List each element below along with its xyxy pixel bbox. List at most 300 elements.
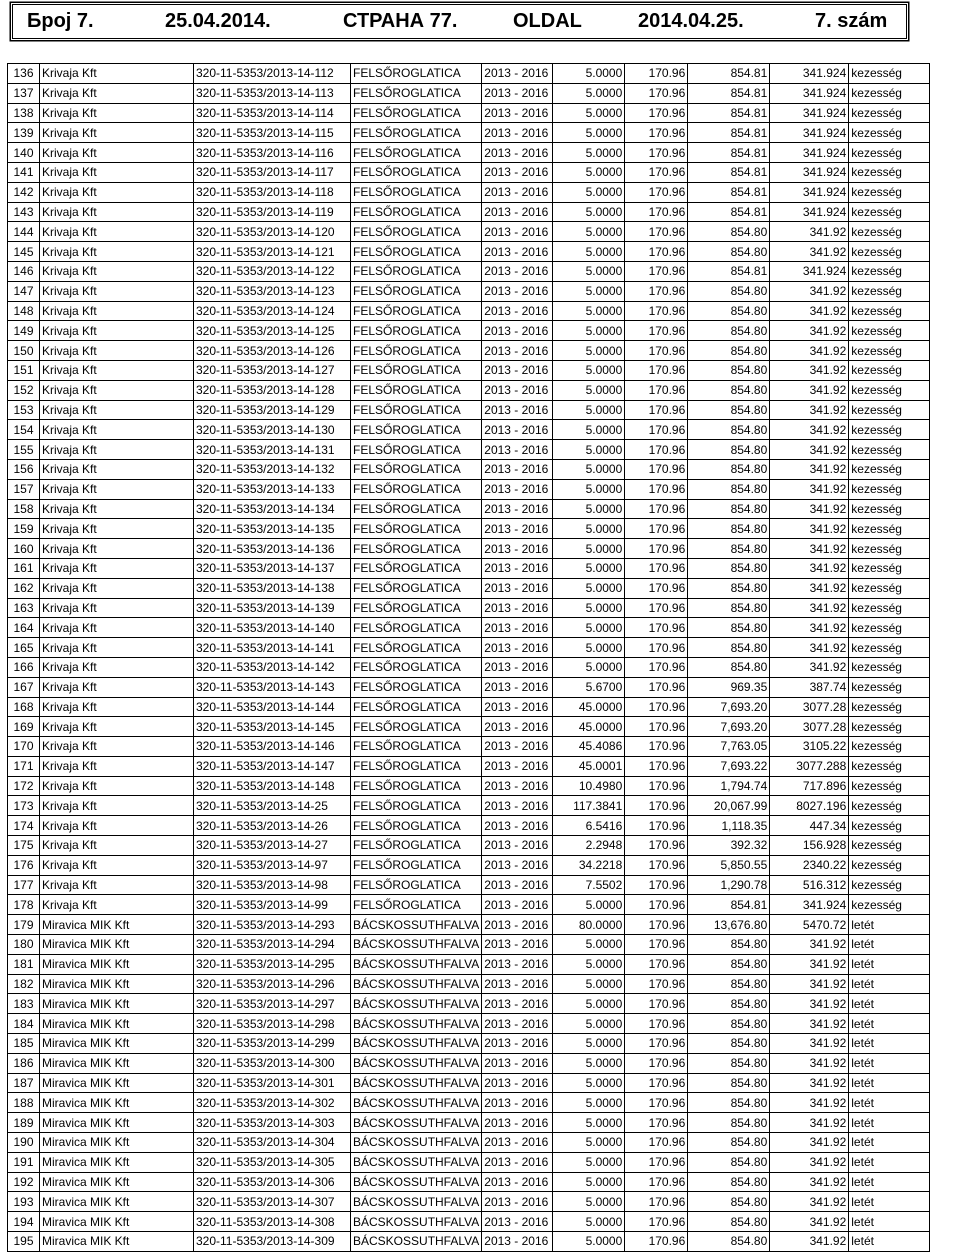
table-row	[8, 1093, 930, 1113]
guarantee-type-cell: kezesség	[849, 558, 930, 578]
lease-period-cell: 2013 - 2016	[482, 1212, 553, 1232]
lease-period-cell: 2013 - 2016	[482, 539, 553, 559]
area-cell: 5.0000	[553, 1014, 625, 1034]
table-row	[8, 1152, 930, 1172]
lease-period-cell: 2013 - 2016	[482, 717, 553, 737]
company-name-cell: Miravica MIK Kft	[40, 1113, 194, 1133]
table-row	[8, 737, 930, 757]
case-number-cell: 320-11-5353/2013-14-118	[194, 182, 351, 202]
lease-period-cell: 2013 - 2016	[482, 1014, 553, 1034]
company-name-cell: Miravica MIK Kft	[40, 935, 194, 955]
case-number-cell: 320-11-5353/2013-14-303	[194, 1113, 351, 1133]
price-per-unit-cell: 170.96	[625, 657, 688, 677]
price-per-unit-cell: 170.96	[625, 875, 688, 895]
guarantee-amount-cell: 341.92	[770, 618, 849, 638]
row-number-cell: 166	[8, 657, 40, 677]
municipality-cell: BÁCSKOSSUTHFALVA	[351, 1212, 482, 1232]
case-number-cell: 320-11-5353/2013-14-296	[194, 974, 351, 994]
total-amount-cell: 7,693.22	[688, 756, 770, 776]
lease-period-cell: 2013 - 2016	[482, 1172, 553, 1192]
table-row	[8, 479, 930, 499]
price-per-unit-cell: 170.96	[625, 558, 688, 578]
municipality-cell: BÁCSKOSSUTHFALVA	[351, 1113, 482, 1133]
guarantee-amount-cell: 341.92	[770, 1014, 849, 1034]
table-row	[8, 440, 930, 460]
lease-period-cell: 2013 - 2016	[482, 360, 553, 380]
row-number-cell: 159	[8, 519, 40, 539]
guarantee-amount-cell: 341.92	[770, 281, 849, 301]
area-cell: 80.0000	[553, 915, 625, 935]
guarantee-type-cell: kezesség	[849, 717, 930, 737]
area-cell: 5.0000	[553, 954, 625, 974]
case-number-cell: 320-11-5353/2013-14-128	[194, 380, 351, 400]
company-name-cell: Krivaja Kft	[40, 776, 194, 796]
page-number-hu: OLDAL	[513, 10, 582, 32]
total-amount-cell: 1,794.74	[688, 776, 770, 796]
area-cell: 5.0000	[553, 222, 625, 242]
lease-period-cell: 2013 - 2016	[482, 756, 553, 776]
area-cell: 5.0000	[553, 519, 625, 539]
case-number-cell: 320-11-5353/2013-14-115	[194, 123, 351, 143]
total-amount-cell: 7,693.20	[688, 717, 770, 737]
guarantee-type-cell: kezesség	[849, 380, 930, 400]
guarantee-type-cell: kezesség	[849, 360, 930, 380]
company-name-cell: Krivaja Kft	[40, 341, 194, 361]
row-number-cell: 137	[8, 83, 40, 103]
table-row	[8, 875, 930, 895]
guarantee-type-cell: letét	[849, 1152, 930, 1172]
area-cell: 45.4086	[553, 737, 625, 757]
guarantee-type-cell: letét	[849, 1212, 930, 1232]
guarantee-type-cell: kezesség	[849, 479, 930, 499]
area-cell: 5.0000	[553, 479, 625, 499]
guarantee-amount-cell: 3077.28	[770, 697, 849, 717]
total-amount-cell: 854.80	[688, 341, 770, 361]
table-row	[8, 341, 930, 361]
lease-period-cell: 2013 - 2016	[482, 64, 553, 84]
municipality-cell: FELSŐROGLATICA	[351, 776, 482, 796]
guarantee-type-cell: kezesség	[849, 341, 930, 361]
case-number-cell: 320-11-5353/2013-14-122	[194, 261, 351, 281]
company-name-cell: Krivaja Kft	[40, 756, 194, 776]
company-name-cell: Krivaja Kft	[40, 162, 194, 182]
company-name-cell: Miravica MIK Kft	[40, 1014, 194, 1034]
company-name-cell: Krivaja Kft	[40, 519, 194, 539]
case-number-cell: 320-11-5353/2013-14-97	[194, 855, 351, 875]
case-number-cell: 320-11-5353/2013-14-131	[194, 440, 351, 460]
guarantee-type-cell: kezesség	[849, 83, 930, 103]
company-name-cell: Miravica MIK Kft	[40, 1212, 194, 1232]
guarantee-type-cell: kezesség	[849, 103, 930, 123]
guarantee-amount-cell: 3105.22	[770, 737, 849, 757]
total-amount-cell: 1,290.78	[688, 875, 770, 895]
company-name-cell: Miravica MIK Kft	[40, 1073, 194, 1093]
guarantee-amount-cell: 341.924	[770, 103, 849, 123]
area-cell: 5.0000	[553, 360, 625, 380]
row-number-cell: 138	[8, 103, 40, 123]
company-name-cell: Miravica MIK Kft	[40, 994, 194, 1014]
area-cell: 5.0000	[553, 1093, 625, 1113]
lease-period-cell: 2013 - 2016	[482, 895, 553, 915]
table-row	[8, 1133, 930, 1153]
total-amount-cell: 1,118.35	[688, 816, 770, 836]
area-cell: 34.2218	[553, 855, 625, 875]
municipality-cell: FELSŐROGLATICA	[351, 222, 482, 242]
municipality-cell: FELSŐROGLATICA	[351, 64, 482, 84]
table-row	[8, 83, 930, 103]
guarantee-amount-cell: 341.92	[770, 360, 849, 380]
row-number-cell: 188	[8, 1093, 40, 1113]
lease-period-cell: 2013 - 2016	[482, 994, 553, 1014]
area-cell: 5.0000	[553, 1113, 625, 1133]
municipality-cell: FELSŐROGLATICA	[351, 677, 482, 697]
price-per-unit-cell: 170.96	[625, 1232, 688, 1252]
row-number-cell: 169	[8, 717, 40, 737]
company-name-cell: Miravica MIK Kft	[40, 1172, 194, 1192]
guarantee-type-cell: kezesség	[849, 499, 930, 519]
price-per-unit-cell: 170.96	[625, 64, 688, 84]
total-amount-cell: 854.81	[688, 182, 770, 202]
case-number-cell: 320-11-5353/2013-14-125	[194, 321, 351, 341]
municipality-cell: BÁCSKOSSUTHFALVA	[351, 994, 482, 1014]
price-per-unit-cell: 170.96	[625, 103, 688, 123]
municipality-cell: FELSŐROGLATICA	[351, 321, 482, 341]
municipality-cell: FELSŐROGLATICA	[351, 717, 482, 737]
municipality-cell: FELSŐROGLATICA	[351, 539, 482, 559]
area-cell: 5.0000	[553, 459, 625, 479]
total-amount-cell: 854.81	[688, 162, 770, 182]
row-number-cell: 177	[8, 875, 40, 895]
municipality-cell: FELSŐROGLATICA	[351, 598, 482, 618]
company-name-cell: Miravica MIK Kft	[40, 1053, 194, 1073]
case-number-cell: 320-11-5353/2013-14-145	[194, 717, 351, 737]
lease-period-cell: 2013 - 2016	[482, 618, 553, 638]
table-row	[8, 202, 930, 222]
lease-period-cell: 2013 - 2016	[482, 954, 553, 974]
guarantee-amount-cell: 341.924	[770, 895, 849, 915]
company-name-cell: Krivaja Kft	[40, 855, 194, 875]
area-cell: 5.0000	[553, 1073, 625, 1093]
case-number-cell: 320-11-5353/2013-14-116	[194, 143, 351, 163]
lease-period-cell: 2013 - 2016	[482, 222, 553, 242]
guarantee-amount-cell: 341.92	[770, 1093, 849, 1113]
price-per-unit-cell: 170.96	[625, 261, 688, 281]
price-per-unit-cell: 170.96	[625, 539, 688, 559]
table-row	[8, 657, 930, 677]
row-number-cell: 157	[8, 479, 40, 499]
company-name-cell: Miravica MIK Kft	[40, 974, 194, 994]
case-number-cell: 320-11-5353/2013-14-147	[194, 756, 351, 776]
table-row	[8, 954, 930, 974]
guarantee-amount-cell: 2340.22	[770, 855, 849, 875]
price-per-unit-cell: 170.96	[625, 459, 688, 479]
lease-period-cell: 2013 - 2016	[482, 202, 553, 222]
company-name-cell: Krivaja Kft	[40, 182, 194, 202]
total-amount-cell: 854.80	[688, 618, 770, 638]
case-number-cell: 320-11-5353/2013-14-134	[194, 499, 351, 519]
table-row	[8, 301, 930, 321]
guarantee-amount-cell: 341.924	[770, 123, 849, 143]
lease-period-cell: 2013 - 2016	[482, 697, 553, 717]
table-row	[8, 1232, 930, 1252]
guarantee-type-cell: kezesség	[849, 242, 930, 262]
case-number-cell: 320-11-5353/2013-14-302	[194, 1093, 351, 1113]
municipality-cell: FELSŐROGLATICA	[351, 459, 482, 479]
guarantee-amount-cell: 341.92	[770, 242, 849, 262]
row-number-cell: 181	[8, 954, 40, 974]
lease-period-cell: 2013 - 2016	[482, 855, 553, 875]
table-row	[8, 64, 930, 84]
guarantee-amount-cell: 156.928	[770, 836, 849, 856]
total-amount-cell: 854.80	[688, 242, 770, 262]
lease-period-cell: 2013 - 2016	[482, 143, 553, 163]
price-per-unit-cell: 170.96	[625, 222, 688, 242]
area-cell: 5.0000	[553, 162, 625, 182]
guarantee-amount-cell: 341.92	[770, 558, 849, 578]
area-cell: 5.0000	[553, 281, 625, 301]
area-cell: 5.0000	[553, 400, 625, 420]
price-per-unit-cell: 170.96	[625, 677, 688, 697]
case-number-cell: 320-11-5353/2013-14-306	[194, 1172, 351, 1192]
guarantee-type-cell: kezesség	[849, 420, 930, 440]
case-number-cell: 320-11-5353/2013-14-141	[194, 638, 351, 658]
table-row	[8, 360, 930, 380]
lease-period-cell: 2013 - 2016	[482, 1232, 553, 1252]
total-amount-cell: 854.80	[688, 440, 770, 460]
price-per-unit-cell: 170.96	[625, 756, 688, 776]
price-per-unit-cell: 170.96	[625, 836, 688, 856]
table-row	[8, 638, 930, 658]
table-row	[8, 539, 930, 559]
company-name-cell: Krivaja Kft	[40, 737, 194, 757]
table-row	[8, 717, 930, 737]
price-per-unit-cell: 170.96	[625, 281, 688, 301]
guarantee-type-cell: kezesség	[849, 737, 930, 757]
guarantee-amount-cell: 341.924	[770, 202, 849, 222]
case-number-cell: 320-11-5353/2013-14-142	[194, 657, 351, 677]
price-per-unit-cell: 170.96	[625, 479, 688, 499]
municipality-cell: FELSŐROGLATICA	[351, 400, 482, 420]
row-number-cell: 182	[8, 974, 40, 994]
total-amount-cell: 854.80	[688, 1093, 770, 1113]
guarantee-type-cell: kezesség	[849, 816, 930, 836]
row-number-cell: 152	[8, 380, 40, 400]
row-number-cell: 186	[8, 1053, 40, 1073]
guarantee-type-cell: kezesség	[849, 143, 930, 163]
row-number-cell: 189	[8, 1113, 40, 1133]
area-cell: 5.0000	[553, 321, 625, 341]
price-per-unit-cell: 170.96	[625, 717, 688, 737]
table-row	[8, 776, 930, 796]
table-row	[8, 1192, 930, 1212]
total-amount-cell: 854.81	[688, 103, 770, 123]
guarantee-amount-cell: 341.924	[770, 83, 849, 103]
total-amount-cell: 854.80	[688, 519, 770, 539]
row-number-cell: 168	[8, 697, 40, 717]
company-name-cell: Krivaja Kft	[40, 479, 194, 499]
lease-period-cell: 2013 - 2016	[482, 459, 553, 479]
company-name-cell: Krivaja Kft	[40, 657, 194, 677]
price-per-unit-cell: 170.96	[625, 182, 688, 202]
price-per-unit-cell: 170.96	[625, 162, 688, 182]
row-number-cell: 183	[8, 994, 40, 1014]
price-per-unit-cell: 170.96	[625, 202, 688, 222]
case-number-cell: 320-11-5353/2013-14-119	[194, 202, 351, 222]
table-row	[8, 459, 930, 479]
guarantee-type-cell: letét	[849, 1192, 930, 1212]
area-cell: 5.0000	[553, 261, 625, 281]
total-amount-cell: 20,067.99	[688, 796, 770, 816]
guarantee-type-cell: kezesség	[849, 261, 930, 281]
municipality-cell: FELSŐROGLATICA	[351, 895, 482, 915]
lease-period-cell: 2013 - 2016	[482, 400, 553, 420]
row-number-cell: 142	[8, 182, 40, 202]
row-number-cell: 150	[8, 341, 40, 361]
total-amount-cell: 854.81	[688, 895, 770, 915]
total-amount-cell: 13,676.80	[688, 915, 770, 935]
company-name-cell: Miravica MIK Kft	[40, 1192, 194, 1212]
total-amount-cell: 854.80	[688, 281, 770, 301]
guarantee-amount-cell: 341.92	[770, 598, 849, 618]
price-per-unit-cell: 170.96	[625, 1212, 688, 1232]
price-per-unit-cell: 170.96	[625, 1113, 688, 1133]
total-amount-cell: 854.80	[688, 1073, 770, 1093]
table-row	[8, 400, 930, 420]
municipality-cell: FELSŐROGLATICA	[351, 380, 482, 400]
total-amount-cell: 854.80	[688, 954, 770, 974]
municipality-cell: FELSŐROGLATICA	[351, 301, 482, 321]
lease-period-cell: 2013 - 2016	[482, 479, 553, 499]
row-number-cell: 146	[8, 261, 40, 281]
row-number-cell: 191	[8, 1152, 40, 1172]
municipality-cell: BÁCSKOSSUTHFALVA	[351, 1172, 482, 1192]
guarantee-type-cell: kezesség	[849, 677, 930, 697]
guarantee-amount-cell: 717.896	[770, 776, 849, 796]
municipality-cell: BÁCSKOSSUTHFALVA	[351, 1093, 482, 1113]
total-amount-cell: 854.80	[688, 1232, 770, 1252]
table-row	[8, 994, 930, 1014]
guarantee-type-cell: kezesség	[849, 657, 930, 677]
row-number-cell: 175	[8, 836, 40, 856]
area-cell: 5.0000	[553, 301, 625, 321]
guarantee-amount-cell: 341.92	[770, 440, 849, 460]
company-name-cell: Krivaja Kft	[40, 123, 194, 143]
date-sr: 25.04.2014.	[165, 10, 271, 32]
lease-period-cell: 2013 - 2016	[482, 499, 553, 519]
price-per-unit-cell: 170.96	[625, 400, 688, 420]
lease-period-cell: 2013 - 2016	[482, 123, 553, 143]
case-number-cell: 320-11-5353/2013-14-136	[194, 539, 351, 559]
total-amount-cell: 854.81	[688, 143, 770, 163]
guarantee-type-cell: kezesség	[849, 64, 930, 84]
municipality-cell: BÁCSKOSSUTHFALVA	[351, 1014, 482, 1034]
price-per-unit-cell: 170.96	[625, 578, 688, 598]
municipality-cell: FELSŐROGLATICA	[351, 499, 482, 519]
case-number-cell: 320-11-5353/2013-14-293	[194, 915, 351, 935]
row-number-cell: 173	[8, 796, 40, 816]
area-cell: 5.0000	[553, 895, 625, 915]
municipality-cell: FELSŐROGLATICA	[351, 202, 482, 222]
municipality-cell: FELSŐROGLATICA	[351, 875, 482, 895]
guarantee-amount-cell: 341.924	[770, 162, 849, 182]
case-number-cell: 320-11-5353/2013-14-129	[194, 400, 351, 420]
area-cell: 5.0000	[553, 1232, 625, 1252]
total-amount-cell: 854.81	[688, 123, 770, 143]
row-number-cell: 148	[8, 301, 40, 321]
guarantee-type-cell: letét	[849, 994, 930, 1014]
row-number-cell: 149	[8, 321, 40, 341]
guarantee-amount-cell: 341.92	[770, 459, 849, 479]
price-per-unit-cell: 170.96	[625, 974, 688, 994]
company-name-cell: Krivaja Kft	[40, 499, 194, 519]
company-name-cell: Krivaja Kft	[40, 875, 194, 895]
area-cell: 5.0000	[553, 123, 625, 143]
lease-period-cell: 2013 - 2016	[482, 261, 553, 281]
guarantee-amount-cell: 341.92	[770, 974, 849, 994]
guarantee-amount-cell: 341.924	[770, 64, 849, 84]
guarantee-type-cell: kezesség	[849, 222, 930, 242]
area-cell: 5.0000	[553, 242, 625, 262]
price-per-unit-cell: 170.96	[625, 855, 688, 875]
municipality-cell: FELSŐROGLATICA	[351, 836, 482, 856]
company-name-cell: Krivaja Kft	[40, 816, 194, 836]
guarantee-amount-cell: 341.92	[770, 1034, 849, 1054]
row-number-cell: 139	[8, 123, 40, 143]
guarantee-amount-cell: 341.92	[770, 321, 849, 341]
price-per-unit-cell: 170.96	[625, 1192, 688, 1212]
company-name-cell: Krivaja Kft	[40, 242, 194, 262]
row-number-cell: 192	[8, 1172, 40, 1192]
table-row	[8, 895, 930, 915]
row-number-cell: 184	[8, 1014, 40, 1034]
issue-number-sr: Број 7.	[27, 10, 94, 32]
guarantee-amount-cell: 341.92	[770, 638, 849, 658]
price-per-unit-cell: 170.96	[625, 380, 688, 400]
company-name-cell: Krivaja Kft	[40, 459, 194, 479]
total-amount-cell: 854.80	[688, 222, 770, 242]
row-number-cell: 176	[8, 855, 40, 875]
company-name-cell: Krivaja Kft	[40, 717, 194, 737]
table-row	[8, 1073, 930, 1093]
guarantee-amount-cell: 341.92	[770, 1212, 849, 1232]
lease-period-cell: 2013 - 2016	[482, 1053, 553, 1073]
price-per-unit-cell: 170.96	[625, 1133, 688, 1153]
guarantee-type-cell: kezesség	[849, 321, 930, 341]
case-number-cell: 320-11-5353/2013-14-143	[194, 677, 351, 697]
guarantee-type-cell: kezesség	[849, 598, 930, 618]
table-row	[8, 974, 930, 994]
price-per-unit-cell: 170.96	[625, 776, 688, 796]
guarantee-type-cell: kezesség	[849, 697, 930, 717]
table-row	[8, 281, 930, 301]
area-cell: 5.0000	[553, 657, 625, 677]
municipality-cell: FELSŐROGLATICA	[351, 737, 482, 757]
guarantee-amount-cell: 341.924	[770, 143, 849, 163]
guarantee-type-cell: kezesség	[849, 796, 930, 816]
company-name-cell: Krivaja Kft	[40, 301, 194, 321]
row-number-cell: 155	[8, 440, 40, 460]
total-amount-cell: 854.80	[688, 578, 770, 598]
guarantee-type-cell: kezesség	[849, 202, 930, 222]
company-name-cell: Krivaja Kft	[40, 143, 194, 163]
guarantee-type-cell: letét	[849, 1113, 930, 1133]
guarantee-type-cell: kezesség	[849, 855, 930, 875]
guarantee-amount-cell: 341.92	[770, 1172, 849, 1192]
municipality-cell: FELSŐROGLATICA	[351, 657, 482, 677]
guarantee-type-cell: kezesség	[849, 836, 930, 856]
area-cell: 5.0000	[553, 1172, 625, 1192]
total-amount-cell: 7,763.05	[688, 737, 770, 757]
